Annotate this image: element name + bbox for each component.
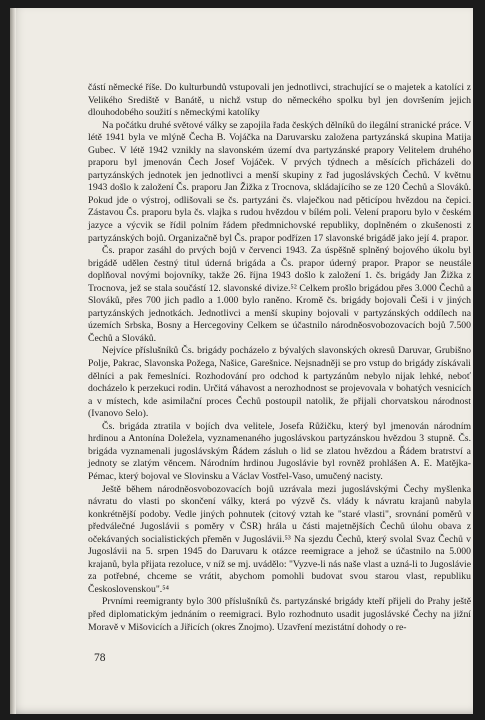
paragraph: Čs. brigáda ztratila v bojích dva velitele, Josefa Růžičku, který byl jmenován národním hrdinou a Antonína Doležela, vyznamenaného jugoslávskou partyzánskou hvězdou 3 stupně. Čs. brigáda vyznamenali jugoslávským Řádem zásluh o lid se zlatou hvězdou a Řádem bratrství a jednoty se zlatým věncem. Národním hrdinou Jugoslávie byl rovněž prohlášen A. E. Matějka-Pémac, který bojoval ve Slovinsku a Václav Vostřel-Vaso, umučený nacisty. — [88, 420, 471, 482]
paragraph: Prvními reemigranty bylo 300 příslušníků čs. partyzánské brigády kteří přijeli do Prahy ještě před diplomatickým jednáním o reemigraci. Bylo rozhodnuto usadit jugoslávské Čechy na jižní Moravě v Mišovicích a Jiřicích (okres Znojmo). Uzavření mezistátní dohody o re- — [88, 596, 471, 633]
body-text — [88, 82, 471, 634]
paragraph: Čs. prapor zasáhl do prvých bojů v červenci 1943. Za úspěšně splněný bojového úkolu byl brigádě udělen čestný titul úderná brigáda a Čs. prapor úderný prapor. Prapor se neustále doplňoval novými bojovníky, takže 26. října 1943 došlo k založení 1. čs. brigády Jan Žižka z Trocnova, jež se stala součástí 12. slavonské divize.⁵² Celkem prošlo brigádou přes 3.000 Čechů a Slováků, přes 700 jich padlo a 1.000 bylo raněno. Kromě čs. brigády bojovali Češi i v jiných partyzánských jednotkách. Jednotlivci a menší skupiny bojovali v partyzánských oddílech na územích Srbska, Bosny a Hercegoviny Celkem se účastnilo národněosvobozovacích bojů 7.500 Čechů a Slováků. — [88, 245, 471, 344]
page-spine-shadow — [10, 8, 16, 714]
paragraph: částí německé říše. Do kulturbundů vstupovali jen jednotlivci, strachující se o majetek a katolíci z Velikého Srediště v Banátě, u nichž vstup do německého spolku byl jen dovršením jejich dlouhodobého soužití s německými katolíky — [88, 82, 471, 119]
paragraph: Nejvíce příslušníků Čs. brigády pocházelo z bývalých slavonských okresů Daruvar, Grubišno Polje, Pakrac, Slavonska Požega, Našice, Garešnice. Nejsnadněji se pro vstup do brigády získávali dělníci a pak řemeslníci. Rozhodování pro odchod k partyzánům nebylo nijak lehké, neboť docházelo k perzekuci rodin. Určitá váhavost a nerozhodnost se projevovala v bohatých vesnicích a v místech, kde asimilační proces Čechů postoupil natolik, že přijali chorvatskou národnost (Ivanovo Selo). — [88, 345, 471, 420]
book-page — [10, 8, 473, 714]
paragraph: Na počátku druhé světové války se zapojila řada českých dělníků do ilegální stranické práce. V létě 1941 byla ve mlýně Čecha B. Vojáčka na Daruvarsku založena partyzánská skupina Matija Gubec. V létě 1942 vznikly na slavonském území dva partyzánské prapory Velitelem druhého praporu byl jmenován Čech Josef Vojáček. V prvých týdnech a měsících přicházeli do partyzánských jednotek jen jednotlivci a menší skupiny z řad jugoslávských Čechů. V květnu 1943 došlo k založení Čs. praporu Jan Žižka z Trocnova, skládajícího se ze 120 Čechů a Slováků. Pokud jde o výstroj, odlišovali se čs. partyzáni čs. vlaječkou nad pěticípou hvězdou na čepici. Zástavou Čs. praporu byla čs. vlajka s rudou hvězdou v bílém poli. Velení praporu bylo v českém jazyce a výcvik se řídil polním řádem předmnichovské republiky, doplněném o zkušenosti z partyzánských bojů. Organizačně byl Čs. prapor podřízen 17 slavonské brigádě jako její 4. prapor. — [88, 119, 471, 244]
paragraph: Ještě během národněosvobozovacích bojů uzrávala mezi jugoslávskými Čechy myšlenka návratu do vlasti po skončení války, která po výzvě čs. vlády k návratu krajanů nabyla konkrétnější podoby. Vedle jiných pohnutek (citový vztah ke "staré vlasti", srovnání poměrů v předválečné Jugoslávii s poměry v ČSR) hrála u části majetnějších Čechů úlohu obava z očekávaných socialistických přeměn v Jugoslávii.⁵³ Na sjezdu Čechů, který svolal Svaz Čechů v Jugoslávii na 5. srpen 1945 do Daruvaru k otázce reemigrace a jehož se účastnilo na 5.000 krajanů, byla přijata rezoluce, v níž se mj. uvádělo: "Vyzve-li nás naše vlast a uzná-li to Jugoslávie za potřebné, chceme se vrátit, abychom pomohli budovat svou starou vlast, republiku Československou".⁵⁴ — [88, 483, 471, 595]
page-number: 78 — [94, 652, 106, 664]
